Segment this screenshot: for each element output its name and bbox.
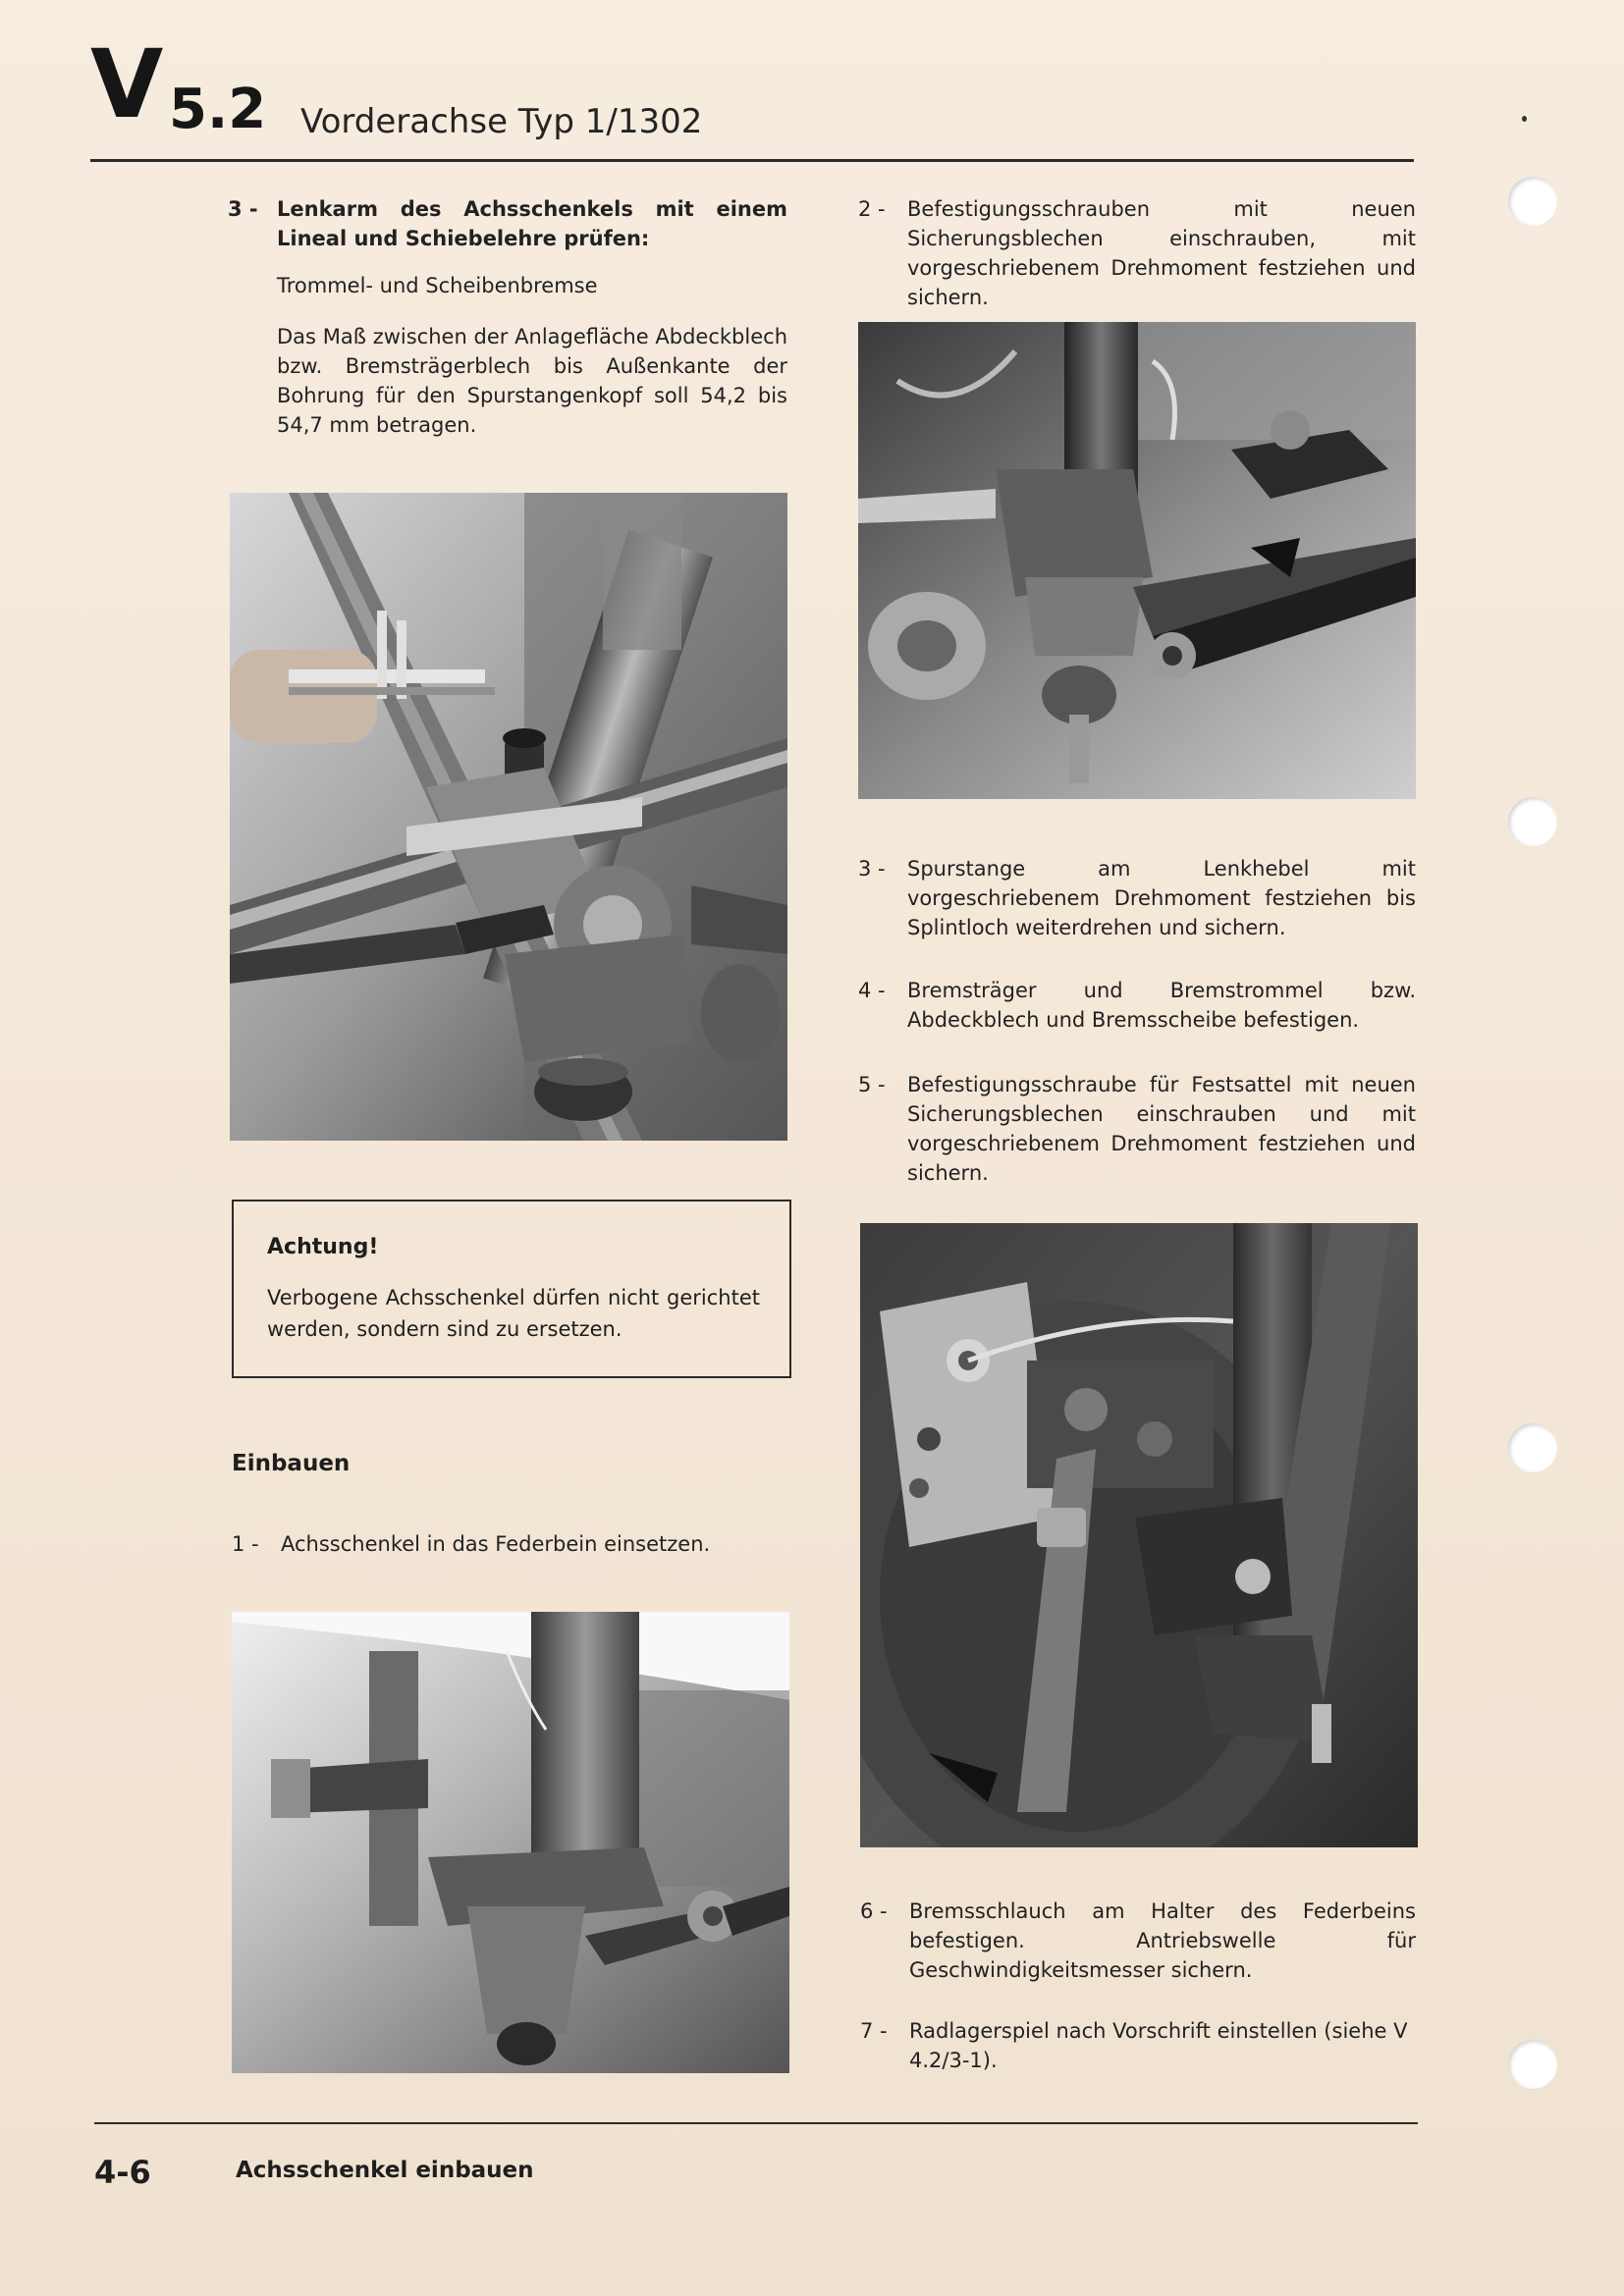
photo-caliper-measurement — [230, 493, 787, 1141]
step-text: Radlagerspiel nach Vorschrift einstellen (siehe V 4.2/3-1). — [909, 2019, 1408, 2072]
step-6-brake-hose — [860, 1896, 1416, 1987]
brake-type-subtitle: Trommel- und Scheibenbremse — [277, 274, 598, 297]
measurement-text: Das Maß zwischen der Anlagefläche Abdeckblech bzw. Bremsträgerblech bis Außenkante der Bohrung für den Spurstangenkopf soll 54,2 bis 54,7 mm betragen. — [277, 325, 787, 437]
step-7-wheel-bearing — [860, 2016, 1416, 2077]
footer-rule — [94, 2122, 1418, 2124]
step-text: Bremsschlauch am Halter des Federbeins befestigen. Antriebswelle für Geschwindigkeitsmesser sichern. — [909, 1899, 1416, 1982]
step-text: Befestigungsschraube für Festsattel mit neuen Sicherungsblechen einschrauben und mit vorgeschriebenem Drehmoment festziehen und sichern. — [907, 1073, 1416, 1185]
punch-hole — [1508, 177, 1557, 226]
warning-text: Verbogene Achsschenkel dürfen nicht gerichtet werden, sondern sind zu ersetzen. — [267, 1286, 760, 1341]
page-number: 4-6 — [94, 2154, 151, 2191]
photo-knuckle-illustration — [232, 1612, 789, 2073]
install-heading: Einbauen — [232, 1451, 351, 1476]
step-2-bolts — [858, 194, 1416, 309]
punch-hole — [1508, 1423, 1557, 1472]
step-number: 1 - — [232, 1532, 259, 1556]
step-text: Spurstange am Lenkhebel mit vorgeschriebenem Drehmoment festziehen bis Splintloch weiterdrehen und sichern. — [907, 857, 1416, 939]
step-4-brake-carrier — [858, 976, 1416, 1037]
step-number: 7 - — [860, 2019, 888, 2043]
step-text: Befestigungsschrauben mit neuen Sicherungsblechen einschrauben, mit vorgeschriebenem Drehmoment festziehen und sichern. — [907, 197, 1416, 309]
step-text: Bremsträger und Bremstrommel bzw. Abdeckblech und Bremsscheibe befestigen. — [907, 979, 1416, 1032]
step-number: 4 - — [858, 979, 886, 1002]
section-letter: V — [90, 29, 162, 139]
step-text: Achsschenkel in das Federbein einsetzen. — [281, 1532, 711, 1556]
step-title: Lenkarm des Achsschenkels mit einem Lineal und Schiebelehre prüfen: — [277, 197, 787, 250]
warning-title: Achtung! — [267, 1235, 379, 1259]
footer-title: Achsschenkel einbauen — [236, 2158, 534, 2183]
photo-knuckle-inserted — [232, 1612, 789, 2073]
step-5-caliper-bolt — [858, 1070, 1416, 1190]
step-3-tie-rod — [858, 854, 1416, 944]
step-number: 3 - — [858, 857, 886, 881]
photo-brake-caliper — [860, 1223, 1418, 1847]
ink-speck — [1522, 116, 1527, 122]
punch-hole — [1508, 797, 1557, 846]
step-number: 6 - — [860, 1899, 888, 1923]
header-rule — [90, 159, 1414, 162]
photo-caliper-illustration — [230, 493, 787, 1141]
step-number: 5 - — [858, 1073, 886, 1096]
section-number: 5.2 — [169, 78, 267, 141]
punch-hole — [1508, 2040, 1557, 2089]
step-number: 3 - — [228, 197, 258, 221]
step-number: 2 - — [858, 197, 886, 221]
warning-box — [232, 1200, 791, 1378]
photo-bolts-tightening — [858, 322, 1416, 799]
photo-caliper-disc-illustration — [860, 1223, 1418, 1847]
photo-bolts-illustration — [858, 322, 1416, 799]
page-title: Vorderachse Typ 1/1302 — [300, 102, 703, 141]
